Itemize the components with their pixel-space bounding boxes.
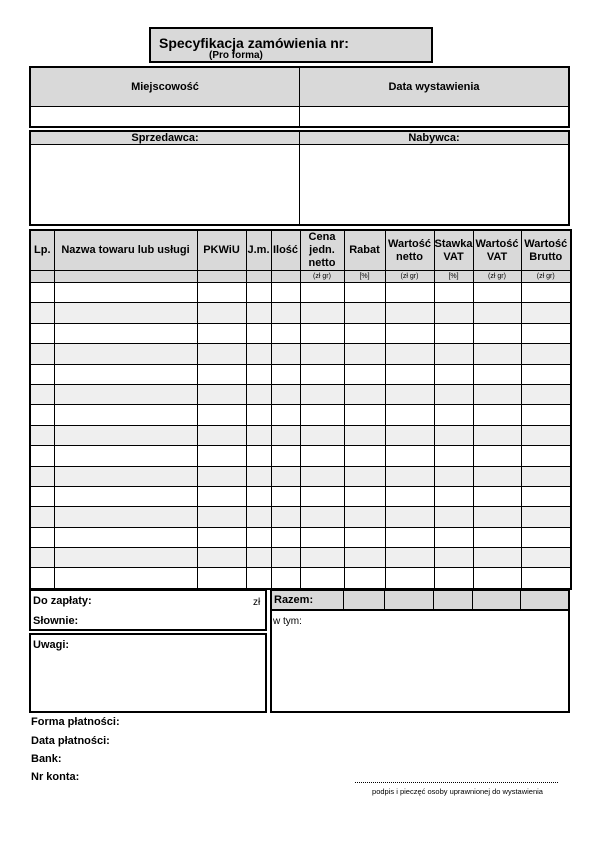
table-cell[interactable] <box>197 425 246 445</box>
table-cell[interactable] <box>434 446 473 466</box>
table-cell[interactable] <box>271 466 300 486</box>
table-cell[interactable] <box>246 425 271 445</box>
table-cell[interactable] <box>54 548 197 568</box>
seller-field[interactable] <box>31 145 300 224</box>
table-cell[interactable] <box>197 303 246 323</box>
table-cell[interactable] <box>271 446 300 466</box>
table-cell[interactable] <box>344 486 385 506</box>
table-cell[interactable] <box>197 568 246 589</box>
to-pay-label: Do zapłaty: <box>33 595 92 607</box>
table-cell[interactable] <box>300 446 344 466</box>
col-net-value: Wartość netto <box>385 230 434 271</box>
unit-qty <box>271 271 300 283</box>
table-cell[interactable] <box>300 486 344 506</box>
table-cell[interactable] <box>385 384 434 404</box>
table-cell[interactable] <box>197 446 246 466</box>
date-label: Data wystawienia <box>300 68 568 107</box>
table-cell[interactable] <box>434 568 473 589</box>
unit-net-value: (zł gr) <box>385 271 434 283</box>
including-field[interactable] <box>274 629 566 709</box>
table-cell[interactable] <box>197 344 246 364</box>
col-discount: Rabat <box>344 230 385 271</box>
table-cell[interactable] <box>271 405 300 425</box>
table-cell[interactable] <box>385 344 434 364</box>
table-cell[interactable] <box>300 303 344 323</box>
table-cell[interactable] <box>30 507 54 527</box>
table-cell[interactable] <box>54 568 197 589</box>
notes-field[interactable] <box>33 653 263 709</box>
table-cell[interactable] <box>300 364 344 384</box>
table-row <box>30 446 571 466</box>
table-cell[interactable] <box>434 344 473 364</box>
table-cell[interactable] <box>344 405 385 425</box>
table-cell[interactable] <box>385 283 434 303</box>
table-cell[interactable] <box>473 344 521 364</box>
table-cell[interactable] <box>521 364 571 384</box>
unit-unit <box>246 271 271 283</box>
table-cell[interactable] <box>521 384 571 404</box>
table-row <box>30 507 571 527</box>
payment-date-label: Data płatności: <box>31 735 110 747</box>
table-cell[interactable] <box>344 446 385 466</box>
table-cell[interactable] <box>385 527 434 547</box>
table-cell[interactable] <box>385 303 434 323</box>
table-cell[interactable] <box>521 425 571 445</box>
table-cell[interactable] <box>30 323 54 343</box>
table-cell[interactable] <box>246 446 271 466</box>
total-netvalue-cell[interactable] <box>433 591 472 609</box>
table-cell[interactable] <box>300 344 344 364</box>
to-pay-field[interactable] <box>101 593 241 609</box>
items-table <box>29 229 572 590</box>
table-cell[interactable] <box>271 323 300 343</box>
table-cell[interactable] <box>521 466 571 486</box>
col-qty: Ilość <box>271 230 300 271</box>
table-cell[interactable] <box>54 364 197 384</box>
table-cell[interactable] <box>246 384 271 404</box>
table-cell[interactable] <box>300 425 344 445</box>
table-cell[interactable] <box>473 425 521 445</box>
table-cell[interactable] <box>344 384 385 404</box>
table-cell[interactable] <box>246 283 271 303</box>
table-cell[interactable] <box>197 384 246 404</box>
table-cell[interactable] <box>30 283 54 303</box>
table-cell[interactable] <box>521 507 571 527</box>
table-cell[interactable] <box>434 283 473 303</box>
table-cell[interactable] <box>385 323 434 343</box>
total-vatrate-cell[interactable] <box>472 591 520 609</box>
table-cell[interactable] <box>271 344 300 364</box>
title-box <box>149 27 433 63</box>
table-row <box>30 568 571 589</box>
table-cell[interactable] <box>246 486 271 506</box>
account-label: Nr konta: <box>31 771 80 783</box>
table-cell[interactable] <box>344 507 385 527</box>
table-cell[interactable] <box>344 344 385 364</box>
parties-section <box>29 130 570 226</box>
table-cell[interactable] <box>54 446 197 466</box>
table-cell[interactable] <box>473 486 521 506</box>
table-cell[interactable] <box>30 527 54 547</box>
table-cell[interactable] <box>54 344 197 364</box>
table-cell[interactable] <box>300 507 344 527</box>
item-rows <box>30 283 571 589</box>
unit-unit-price: (zł gr) <box>300 271 344 283</box>
unit-vat-value: (zł gr) <box>473 271 521 283</box>
table-cell[interactable] <box>434 364 473 384</box>
table-cell[interactable] <box>271 507 300 527</box>
total-net-cell[interactable] <box>343 591 384 609</box>
table-cell[interactable] <box>385 446 434 466</box>
table-cell[interactable] <box>246 548 271 568</box>
table-cell[interactable] <box>473 405 521 425</box>
table-cell[interactable] <box>30 466 54 486</box>
document-title: Specyfikacja zamówienia nr: <box>159 35 349 51</box>
table-cell[interactable] <box>30 364 54 384</box>
table-cell[interactable] <box>300 323 344 343</box>
in-words-label: Słownie: <box>33 615 79 627</box>
table-cell[interactable] <box>246 466 271 486</box>
table-cell[interactable] <box>271 548 300 568</box>
table-cell[interactable] <box>473 568 521 589</box>
table-row <box>30 384 571 404</box>
table-cell[interactable] <box>385 466 434 486</box>
table-cell[interactable] <box>473 507 521 527</box>
table-cell[interactable] <box>521 527 571 547</box>
table-row <box>30 466 571 486</box>
table-cell[interactable] <box>197 466 246 486</box>
col-vat-rate: Stawka VAT <box>434 230 473 271</box>
table-cell[interactable] <box>300 283 344 303</box>
table-cell[interactable] <box>473 527 521 547</box>
signature-line[interactable] <box>355 782 558 783</box>
table-cell[interactable] <box>473 303 521 323</box>
table-cell[interactable] <box>54 486 197 506</box>
table-cell[interactable] <box>197 548 246 568</box>
total-vat-cell[interactable] <box>520 591 570 609</box>
document-subtitle: (Pro forma) <box>209 50 263 61</box>
total-row <box>270 589 570 611</box>
table-cell[interactable] <box>30 446 54 466</box>
table-cell[interactable] <box>300 568 344 589</box>
date-field[interactable] <box>300 107 568 126</box>
col-vat-value: Wartość VAT <box>473 230 521 271</box>
table-cell[interactable] <box>300 405 344 425</box>
table-cell[interactable] <box>246 364 271 384</box>
table-cell[interactable] <box>434 425 473 445</box>
table-row <box>30 405 571 425</box>
table-row <box>30 323 571 343</box>
table-cell[interactable] <box>30 568 54 589</box>
table-row <box>30 527 571 547</box>
table-cell[interactable] <box>300 548 344 568</box>
table-cell[interactable] <box>197 405 246 425</box>
table-cell[interactable] <box>246 568 271 589</box>
col-unit: J.m. <box>246 230 271 271</box>
buyer-label: Nabywca: <box>300 132 568 145</box>
table-cell[interactable] <box>434 323 473 343</box>
payment-form-label: Forma płatności: <box>31 716 120 728</box>
unit-gross-value: (zł gr) <box>521 271 571 283</box>
table-cell[interactable] <box>54 303 197 323</box>
table-cell[interactable] <box>385 364 434 384</box>
table-row <box>30 425 571 445</box>
table-cell[interactable] <box>197 323 246 343</box>
table-cell[interactable] <box>246 405 271 425</box>
table-cell[interactable] <box>385 548 434 568</box>
table-cell[interactable] <box>300 527 344 547</box>
table-cell[interactable] <box>246 303 271 323</box>
table-cell[interactable] <box>521 446 571 466</box>
table-cell[interactable] <box>434 486 473 506</box>
table-cell[interactable] <box>197 486 246 506</box>
table-cell[interactable] <box>344 425 385 445</box>
table-cell[interactable] <box>54 527 197 547</box>
col-unit-price: Cena jedn. netto <box>300 230 344 271</box>
table-cell[interactable] <box>197 364 246 384</box>
table-cell[interactable] <box>434 384 473 404</box>
table-cell[interactable] <box>434 303 473 323</box>
table-cell[interactable] <box>197 527 246 547</box>
place-field[interactable] <box>31 107 300 126</box>
table-cell[interactable] <box>344 303 385 323</box>
table-cell[interactable] <box>344 466 385 486</box>
bank-label: Bank: <box>31 753 62 765</box>
table-cell[interactable] <box>344 364 385 384</box>
table-cell[interactable] <box>473 384 521 404</box>
table-cell[interactable] <box>434 527 473 547</box>
table-cell[interactable] <box>473 446 521 466</box>
table-cell[interactable] <box>271 568 300 589</box>
table-cell[interactable] <box>521 486 571 506</box>
signature-caption: podpis i pieczęć osoby uprawnionej do wystawienia <box>372 787 543 796</box>
table-cell[interactable] <box>271 364 300 384</box>
table-cell[interactable] <box>30 486 54 506</box>
including-section <box>270 609 570 713</box>
table-cell[interactable] <box>434 466 473 486</box>
table-cell[interactable] <box>30 344 54 364</box>
table-row <box>30 303 571 323</box>
col-gross-value: Wartość Brutto <box>521 230 571 271</box>
table-cell[interactable] <box>30 548 54 568</box>
notes-label: Uwagi: <box>33 639 70 651</box>
currency-label: zł <box>253 597 261 608</box>
table-cell[interactable] <box>434 548 473 568</box>
table-cell[interactable] <box>30 405 54 425</box>
table-cell[interactable] <box>344 568 385 589</box>
unit-name <box>54 271 197 283</box>
table-cell[interactable] <box>54 405 197 425</box>
table-cell[interactable] <box>385 425 434 445</box>
total-discount-cell[interactable] <box>384 591 433 609</box>
table-row <box>30 486 571 506</box>
table-cell[interactable] <box>521 568 571 589</box>
table-cell[interactable] <box>434 507 473 527</box>
unit-lp <box>30 271 54 283</box>
table-cell[interactable] <box>385 507 434 527</box>
unit-discount: [%] <box>344 271 385 283</box>
col-pkwiu: PKWiU <box>197 230 246 271</box>
table-cell[interactable] <box>30 303 54 323</box>
including-label: w tym: <box>273 616 302 627</box>
table-cell[interactable] <box>344 527 385 547</box>
table-cell[interactable] <box>246 507 271 527</box>
table-cell[interactable] <box>344 323 385 343</box>
table-cell[interactable] <box>197 507 246 527</box>
seller-label: Sprzedawca: <box>31 132 300 145</box>
table-cell[interactable] <box>54 283 197 303</box>
place-date-section <box>29 66 570 128</box>
to-pay-section <box>29 589 267 631</box>
table-cell[interactable] <box>300 466 344 486</box>
table-cell[interactable] <box>473 283 521 303</box>
table-cell[interactable] <box>521 283 571 303</box>
table-row <box>30 283 571 303</box>
table-cell[interactable] <box>54 466 197 486</box>
table-cell[interactable] <box>521 344 571 364</box>
table-row <box>30 344 571 364</box>
table-cell[interactable] <box>197 283 246 303</box>
place-label: Miejscowość <box>31 68 300 107</box>
table-cell[interactable] <box>246 344 271 364</box>
table-cell[interactable] <box>300 384 344 404</box>
table-cell[interactable] <box>271 486 300 506</box>
table-cell[interactable] <box>271 425 300 445</box>
in-words-field[interactable] <box>81 613 261 629</box>
table-cell[interactable] <box>473 323 521 343</box>
table-cell[interactable] <box>246 323 271 343</box>
table-cell[interactable] <box>344 283 385 303</box>
table-cell[interactable] <box>30 384 54 404</box>
table-cell[interactable] <box>473 548 521 568</box>
table-cell[interactable] <box>54 507 197 527</box>
col-name: Nazwa towaru lub usługi <box>54 230 197 271</box>
table-cell[interactable] <box>385 405 434 425</box>
table-row <box>30 548 571 568</box>
notes-section <box>29 633 267 713</box>
table-cell[interactable] <box>271 384 300 404</box>
unit-pkwiu <box>197 271 246 283</box>
table-cell[interactable] <box>30 425 54 445</box>
table-cell[interactable] <box>473 466 521 486</box>
table-cell[interactable] <box>521 323 571 343</box>
table-cell[interactable] <box>434 405 473 425</box>
table-cell[interactable] <box>344 548 385 568</box>
table-cell[interactable] <box>54 384 197 404</box>
table-row <box>30 364 571 384</box>
table-cell[interactable] <box>54 323 197 343</box>
table-cell[interactable] <box>271 303 300 323</box>
buyer-field[interactable] <box>300 145 568 224</box>
table-cell[interactable] <box>473 364 521 384</box>
table-cell[interactable] <box>385 486 434 506</box>
table-cell[interactable] <box>385 568 434 589</box>
unit-vat-rate: [%] <box>434 271 473 283</box>
table-cell[interactable] <box>271 283 300 303</box>
table-cell[interactable] <box>521 548 571 568</box>
table-cell[interactable] <box>521 405 571 425</box>
table-cell[interactable] <box>521 303 571 323</box>
col-lp: Lp. <box>30 230 54 271</box>
total-label: Razem: <box>274 594 314 606</box>
table-cell[interactable] <box>246 527 271 547</box>
table-cell[interactable] <box>54 425 197 445</box>
table-cell[interactable] <box>271 527 300 547</box>
